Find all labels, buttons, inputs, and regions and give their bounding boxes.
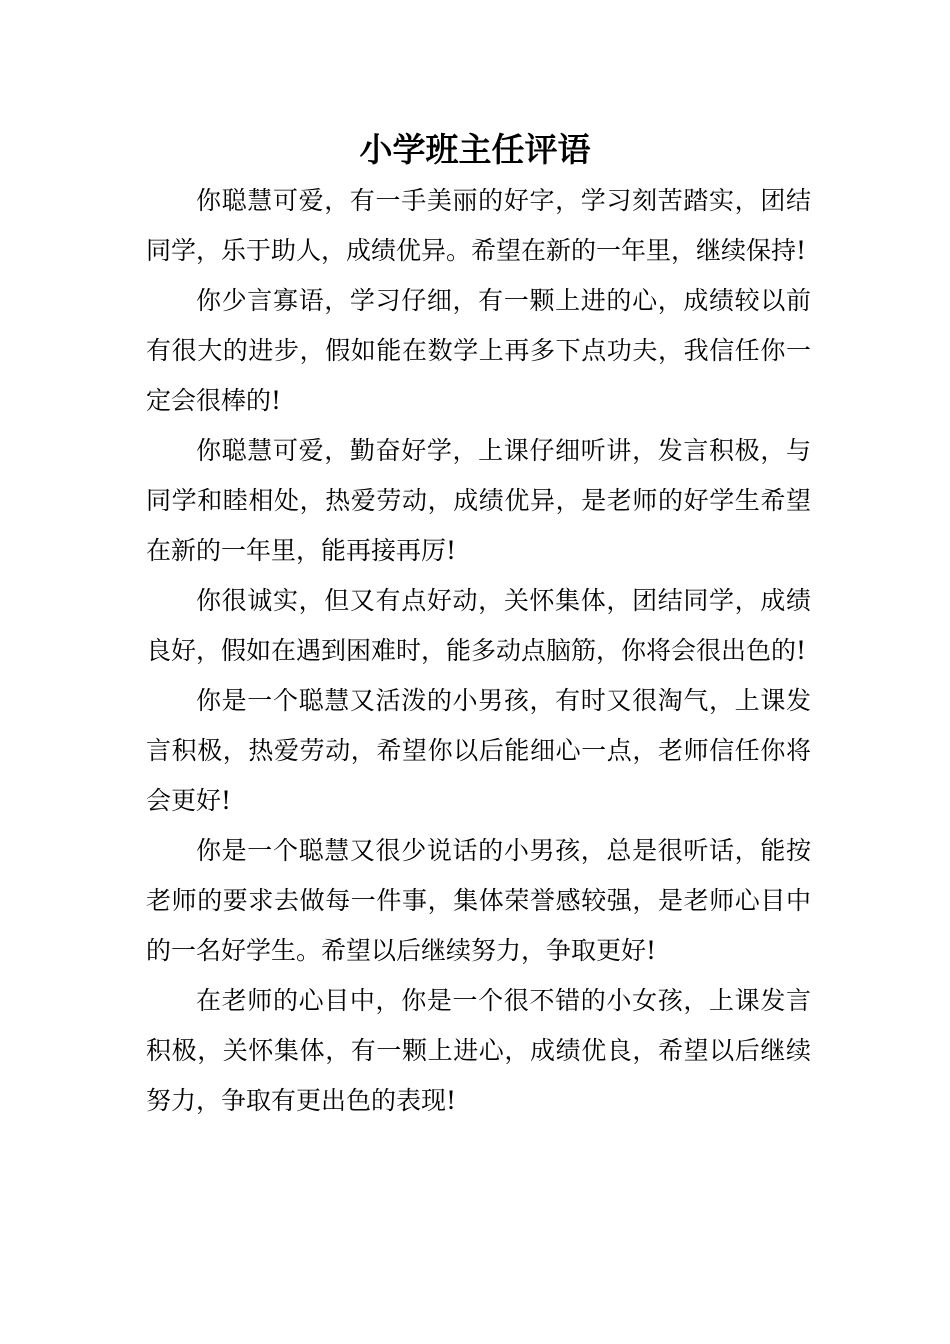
comment-paragraph-6: 你是一个聪慧又很少说话的小男孩，总是很听话，能按老师的要求去做每一件事，集体荣誉感较强，是老师心目中的一名好学生。希望以后继续努力，争取更好!	[146, 836, 811, 965]
comment-paragraph-5: 你是一个聪慧又活泼的小男孩，有时又很淘气，上课发言积极，热爱劳动，希望你以后能细心一点，老师信任你将会更好!	[146, 686, 811, 815]
comment-paragraph-4: 你很诚实，但又有点好动，关怀集体，团结同学，成绩良好，假如在遇到困难时，能多动点脑筋，你将会很出色的!	[146, 586, 811, 665]
document-body	[146, 176, 811, 1126]
comment-paragraph-7: 在老师的心目中，你是一个很不错的小女孩，上课发言积极，关怀集体，有一颗上进心，成绩优良，希望以后继续努力，争取有更出色的表现!	[146, 986, 811, 1115]
document-title: 小学班主任评语	[359, 130, 591, 169]
comment-paragraph-3: 你聪慧可爱，勤奋好学，上课仔细听讲，发言积极，与同学和睦相处，热爱劳动，成绩优异，是老师的好学生希望在新的一年里，能再接再厉!	[146, 436, 811, 565]
comment-paragraph-1: 你聪慧可爱，有一手美丽的好字，学习刻苦踏实，团结同学，乐于助人，成绩优异。希望在新的一年里，继续保持!	[146, 186, 811, 265]
comment-paragraph-2: 你少言寡语，学习仔细，有一颗上进的心，成绩较以前有很大的进步，假如能在数学上再多下点功夫，我信任你一定会很棒的!	[146, 286, 811, 415]
